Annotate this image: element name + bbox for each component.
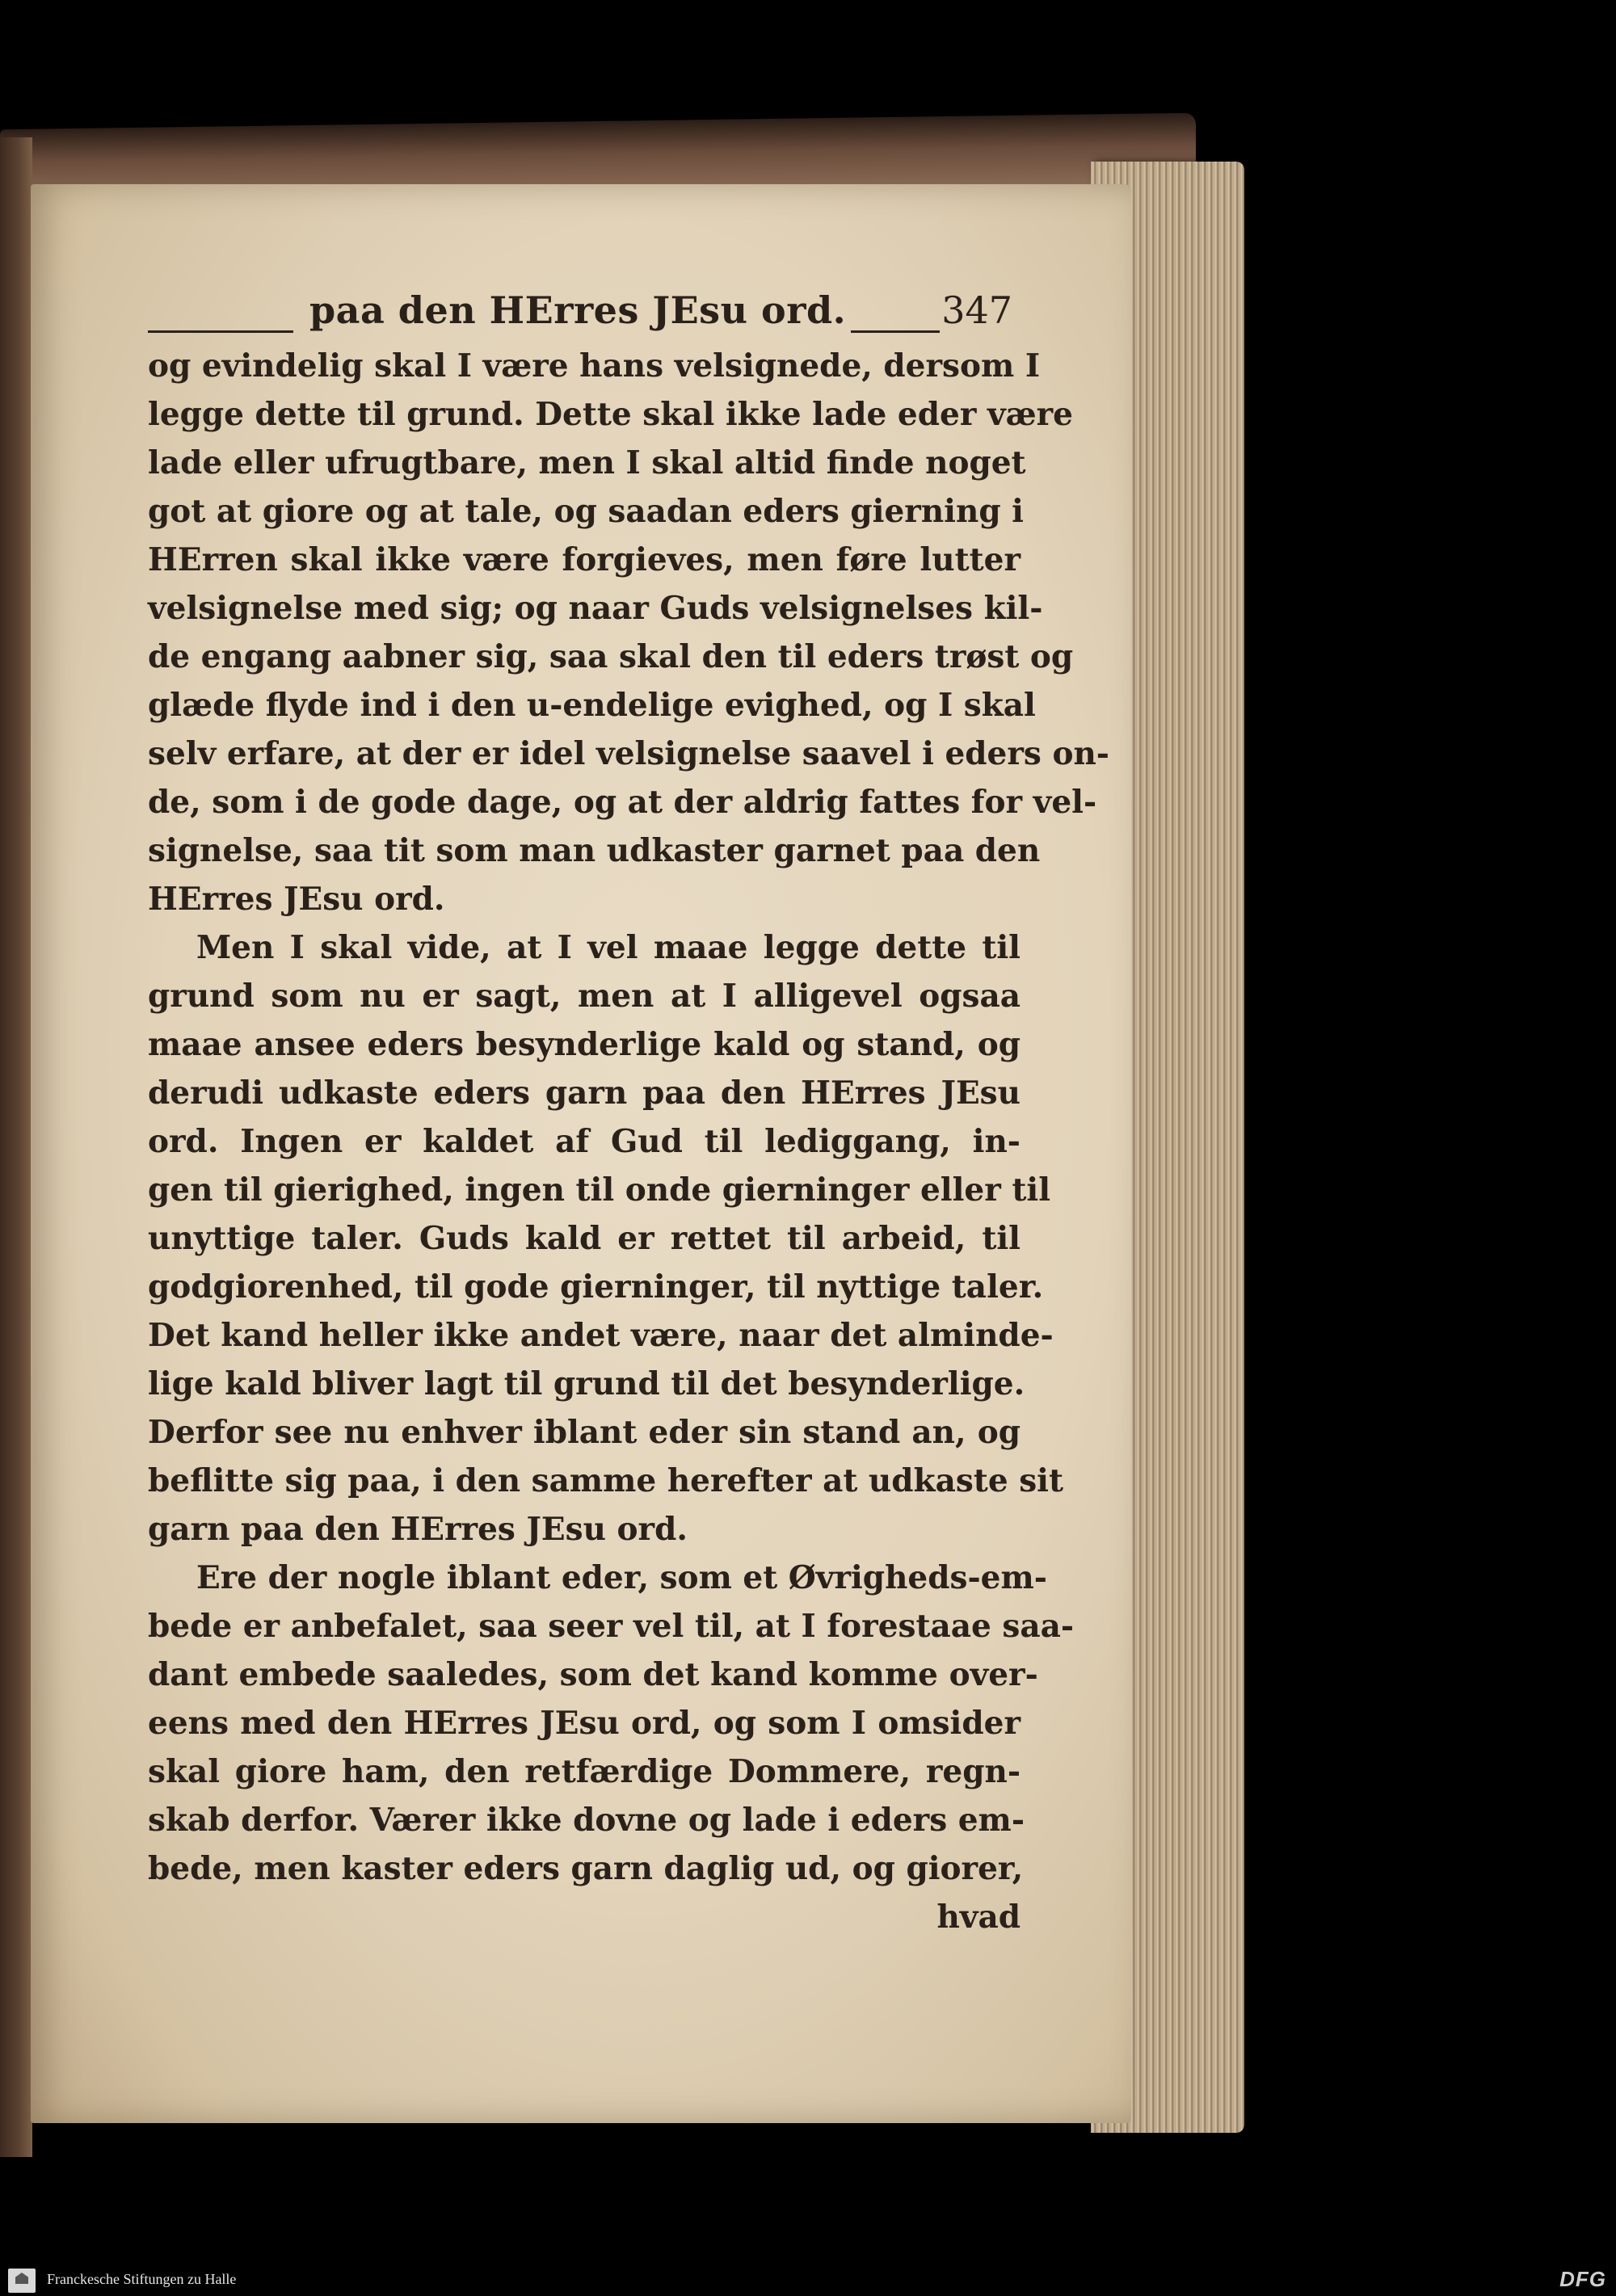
dfg-logo: DFG	[1559, 2267, 1606, 2291]
header-rule-right	[851, 330, 940, 333]
text-line: got at giore og at tale, og saadan eders gierning i	[148, 493, 1025, 530]
text-line: signelse, saa tit som man udkaster garnet paa den	[148, 832, 1041, 869]
header-rule-left	[148, 330, 293, 333]
text-line: bede, men kaster eders garn daglig ud, og giorer,	[148, 1850, 1024, 1887]
institution-logo-icon	[8, 2269, 36, 2293]
text-line: maae ansee eders besynderlige kald og stand, og	[148, 1026, 1021, 1063]
text-line: unyttige taler. Guds kald er rettet til arbeid, til	[148, 1220, 1021, 1257]
text-line: godgiorenhed, til gode gierninger, til nyttige taler.	[148, 1268, 1044, 1306]
page-header	[148, 285, 1021, 342]
catchword: hvad	[936, 1899, 1021, 1936]
text-line: skab derfor. Værer ikke dovne og lade i eders em-	[148, 1802, 1025, 1839]
text-line: Det kand heller ikke andet være, naar det alminde-	[148, 1317, 1054, 1354]
text-line: bede er anbefalet, saa seer vel til, at I forestaae saa-	[148, 1608, 1075, 1645]
text-line: HErren skal ikke være forgieves, men føre lutter	[148, 541, 1021, 578]
text-line: dant embede saaledes, som det kand komme over-	[148, 1656, 1038, 1693]
text-line: eens med den HErres JEsu ord, og som I omsider	[148, 1705, 1021, 1742]
text-line: derudi udkaste eders garn paa den HErres JEsu	[148, 1074, 1021, 1112]
viewer-footer	[0, 2264, 1616, 2296]
text-line: Ere der nogle iblant eder, som et Øvrigheds-em-	[196, 1559, 1047, 1596]
text-line: Derfor see nu enhver iblant eder sin stand an, og	[148, 1414, 1021, 1451]
text-line: selv erfare, at der er idel velsignelse saavel i eders on-	[148, 735, 1109, 772]
text-line: Men I skal vide, at I vel maae legge dette til	[196, 929, 1021, 966]
text-line: gen til gierighed, ingen til onde gierninger eller til	[148, 1171, 1051, 1209]
text-line: lade eller ufrugtbare, men I skal altid finde noget	[148, 444, 1026, 481]
institution-credit: Franckesche Stiftungen zu Halle	[47, 2271, 237, 2287]
page-content	[148, 285, 1109, 1941]
body-text	[148, 342, 1109, 1893]
book-cover-left	[0, 137, 32, 2157]
text-line: legge dette til grund. Dette skal ikke lade eder være	[148, 396, 1073, 433]
book-page	[31, 184, 1131, 2123]
text-line: de engang aabner sig, saa skal den til eders trøst og	[148, 638, 1074, 675]
text-line: ord. Ingen er kaldet af Gud til lediggang, in-	[148, 1123, 1021, 1160]
text-line: velsignelse med sig; og naar Guds velsignelses kil-	[148, 590, 1043, 627]
text-line: HErres JEsu ord.	[148, 881, 445, 918]
page-number: 347	[941, 288, 1012, 332]
text-line: glæde flyde ind i den u-endelige evighed, og I skal	[148, 687, 1036, 724]
text-line: grund som nu er sagt, men at I alligevel ogsaa	[148, 978, 1021, 1015]
text-line: lige kald bliver lagt til grund til det besynderlige.	[148, 1365, 1025, 1402]
text-line: de, som i de gode dage, og at der aldrig fattes for vel-	[148, 784, 1097, 821]
text-line: og evindelig skal I være hans velsignede, dersom I	[148, 347, 1041, 385]
text-line: skal giore ham, den retfærdige Dommere, regn-	[148, 1753, 1021, 1790]
running-head: paa den HErres JEsu ord.	[309, 288, 847, 332]
text-line: garn paa den HErres JEsu ord.	[148, 1511, 688, 1548]
text-line: beflitte sig paa, i den samme herefter at udkaste sit	[148, 1462, 1063, 1499]
